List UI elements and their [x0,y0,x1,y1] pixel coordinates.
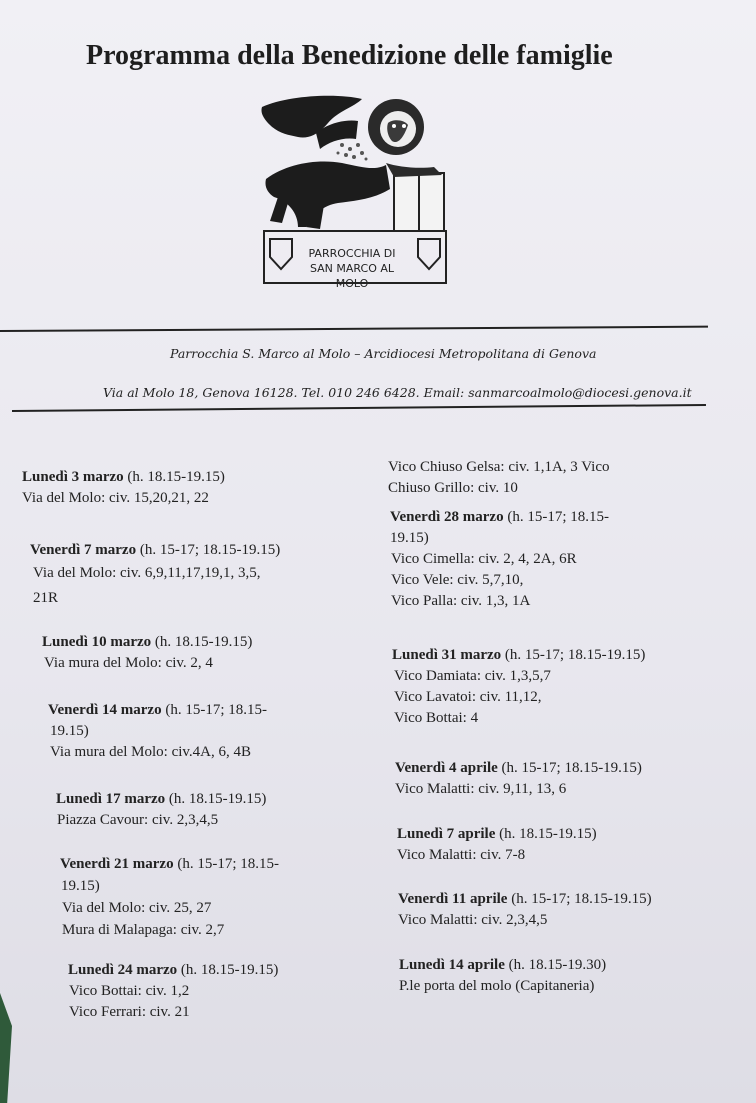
entry-line: P.le porta del molo (Capitaneria) [399,978,595,994]
entry-lunedi-17-marzo [56,789,266,831]
logo-caption-line2: SAN MARCO AL MOLO [309,262,395,290]
entry-hours: (h. 18.15-19.15) [151,634,253,650]
logo-caption-line1: PARROCCHIA DI [308,247,396,260]
entry-hours: (h. 15-17; 18.15-19.15) [501,647,646,663]
entry-line: Vico Ferrari: civ. 21 [69,1004,190,1020]
entry-line: Chiuso Grillo: civ. 10 [388,480,518,496]
entry-line: 21R [33,590,59,606]
entry-heading [60,854,279,875]
entry-heading [392,645,645,666]
entry-line: 19.15) [61,878,100,894]
entry-day: Venerdì 14 marzo [48,702,162,718]
entry-line: Vico Bottai: 4 [394,710,479,726]
entry-line: Via del Molo: civ. 15,20,21, 22 [22,490,209,506]
entry-heading [48,700,267,721]
entry-day: Venerdì 28 marzo [390,509,504,525]
entry-heading [390,507,609,528]
entry-day: Venerdì 4 aprile [395,760,498,776]
entry-venerdi-4-aprile [395,758,642,800]
entry-hours: (h. 18.15-19.15) [177,962,279,978]
entry-line: Vico Malatti: civ. 2,3,4,5 [398,912,548,928]
entry-heading [56,789,266,810]
entry-lunedi-10-marzo [42,632,252,674]
parish-line: Parrocchia S. Marco al Molo – Arcidiocesi Metropolitana di Genova [170,346,597,361]
entry-heading [395,758,642,779]
entry-line: Vico Cimella: civ. 2, 4, 2A, 6R [391,551,577,567]
entry-line: Piazza Cavour: civ. 2,3,4,5 [57,812,219,828]
entry-hours: (h. 15-17; 18.15- [503,509,609,525]
entry-venerdi-14-marzo [48,700,267,763]
contact-line: Via al Molo 18, Genova 16128. Tel. 010 246 6428. Email: sanmarcoalmolo@diocesi.genova.it [103,385,692,400]
entry-line: Vico Malatti: civ. 7-8 [397,847,526,863]
entry-hours: (h. 18.15-19.15) [123,469,225,485]
document-title: Programma della Benedizione delle famiglie [86,40,613,71]
entry-day: Lunedì 10 marzo [42,634,152,650]
entry-line: Vico Palla: civ. 1,3, 1A [391,593,531,609]
entry-hours: (h. 15-17; 18.15-19.15) [136,542,281,558]
entry-hours: (h. 15-17; 18.15- [161,702,267,718]
entry-lunedi-24-marzo [68,960,278,1023]
entry-day: Lunedì 3 marzo [22,469,124,485]
entry-day: Lunedì 31 marzo [392,647,502,663]
entry-venerdi-28-marzo [390,507,609,612]
entry-day: Lunedì 17 marzo [56,791,166,807]
logo-caption [292,246,412,291]
entry-line: Via del Molo: civ. 25, 27 [62,900,212,916]
entry-line: Vico Damiata: civ. 1,3,5,7 [394,668,551,684]
entry-hours: (h. 18.15-19.15) [495,826,597,842]
entry-line: 19.15) [390,530,429,546]
continued-text [388,457,610,499]
entry-day: Venerdì 7 marzo [30,542,137,558]
entry-heading [30,540,280,561]
entry-hours: (h. 15-17; 18.15-19.15) [507,891,652,907]
entry-heading [398,889,652,910]
entry-line: Vico Malatti: civ. 9,11, 13, 6 [395,781,567,797]
entry-venerdi-21-marzo [60,854,279,941]
entry-venerdi-7-marzo [30,540,280,611]
entry-line: Via mura del Molo: civ. 2, 4 [44,655,213,671]
entry-day: Lunedì 7 aprile [397,826,496,842]
entry-heading [397,824,597,845]
entry-line: Vico Bottai: civ. 1,2 [69,983,190,999]
entry-line: Via del Molo: civ. 6,9,11,17,19,1, 3,5, [33,565,261,581]
entry-hours: (h. 18.15-19.15) [165,791,267,807]
entry-hours: (h. 15-17; 18.15- [173,856,279,872]
entry-line: 19.15) [50,723,89,739]
entry-lunedi-7-aprile [397,824,597,866]
entry-line: Vico Vele: civ. 5,7,10, [391,572,524,588]
entry-lunedi-3-marzo [22,467,225,509]
entry-venerdi-11-aprile [398,889,652,931]
entry-day: Venerdì 21 marzo [60,856,174,872]
entry-line: Mura di Malapaga: civ. 2,7 [62,922,225,938]
entry-hours: (h. 18.15-19.30) [504,957,607,973]
entry-line: Vico Chiuso Gelsa: civ. 1,1A, 3 Vico [388,459,610,475]
entry-heading [42,632,252,653]
entry-line: Via mura del Molo: civ.4A, 6, 4B [50,744,252,760]
entry-lunedi-31-marzo [392,645,645,729]
entry-heading [68,960,278,981]
entry-lunedi-14-aprile [399,955,606,997]
entry-hours: (h. 15-17; 18.15-19.15) [497,760,642,776]
entry-line: Vico Lavatoi: civ. 11,12, [394,689,542,705]
entry-day: Venerdì 11 aprile [398,891,508,907]
entry-day: Lunedì 14 aprile [399,957,505,973]
entry-heading [22,467,225,488]
entry-heading [399,955,606,976]
entry-day: Lunedì 24 marzo [68,962,178,978]
